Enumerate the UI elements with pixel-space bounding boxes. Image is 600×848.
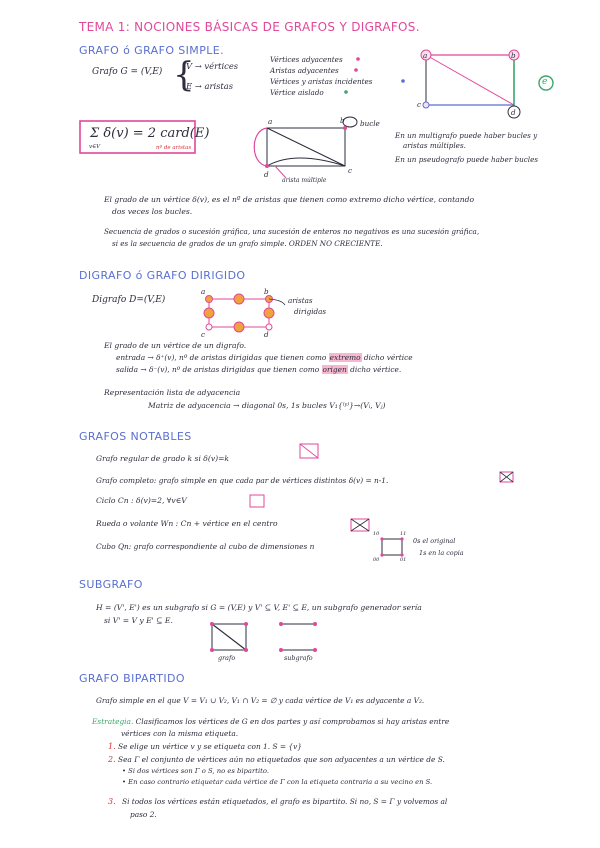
multigrafo-note-cont: aristas múltiples. <box>403 141 466 150</box>
subgraph-definition: H = (V', E') es un subgrafo si G = (V,E) y V' ⊆ V, E' ⊆ E, un subgrafo generador sería <box>96 603 422 612</box>
legend-dot-icon <box>344 90 348 94</box>
section-heading-digrafo: DIGRAFO ó GRAFO DIRIGIDO <box>79 269 246 282</box>
complete-graph-text: Grafo completo: grafo simple en que cada par de vértices distintos δ(v) = n-1. <box>96 476 389 485</box>
step-2-text: Sea Γ el conjunto de vértices aún no etiquetados que son adyacentes a un vértice de S. <box>118 755 445 764</box>
arrow-down-icon <box>204 308 214 318</box>
digraph-label-b: b <box>264 287 269 296</box>
in-degree-line <box>116 354 413 361</box>
strategy-text: Clasificamos los vértices de G en dos partes y así comprobamos si hay aristas entre <box>135 717 450 726</box>
digrafo-definition: Digrafo D=(V,E) <box>92 295 166 305</box>
legend-item: Aristas adyacentes <box>270 66 339 75</box>
vertices-label: V → vértices <box>186 61 239 71</box>
degree-definition-cont: dos veces los bucles. <box>112 207 193 216</box>
step-2b-text: • En caso contrario etiquetar cada vértice de Γ con la etiqueta contraria a su vecino en S. <box>122 778 433 786</box>
cube-graph-icon <box>382 539 402 555</box>
brace-icon: { <box>173 55 195 95</box>
cube-bit-label: 10 <box>373 531 380 537</box>
representation-line: Representación lista de adyacencia <box>104 388 241 397</box>
grafo-caption: grafo <box>218 654 236 662</box>
cube-note-cont: 1s en la copia <box>419 549 464 557</box>
strategy-label: Estrategia. <box>92 717 134 726</box>
multi-label-c: c <box>348 166 353 175</box>
loop-icon <box>343 117 357 127</box>
legend-dot-icon <box>354 68 358 72</box>
out-degree-text-end: dicho vértice. <box>350 365 402 374</box>
node-label-a: a <box>423 51 428 60</box>
multiple-edge <box>267 158 345 166</box>
section-heading-grafo: GRAFO ó GRAFO SIMPLE. <box>79 44 225 57</box>
cycle-graph-icon <box>250 495 264 507</box>
node-label-d: d <box>511 108 516 117</box>
page-title: TEMA 1: NOCIONES BÁSICAS DE GRAFOS Y DIGRAFOS. <box>79 20 420 34</box>
arrow-up-icon <box>264 308 274 318</box>
aristas-dirigidas-label-cont: dirigidas <box>294 307 327 316</box>
multi-label-b: b <box>340 116 345 125</box>
degree-sequence-cont: si es la secuencia de grados de un grafo simple. ORDEN NO CRECIENTE. <box>112 239 383 248</box>
bucle-label: bucle <box>360 119 380 128</box>
legend-item: Vértice aislado <box>270 88 324 97</box>
grafo-definition: Grafo G = (V,E) <box>92 67 163 77</box>
node-label-c: c <box>417 100 422 109</box>
subgraph-definition-cont: si V' = V y E' ⊆ E. <box>104 616 173 625</box>
section-heading-notables: GRAFOS NOTABLES <box>79 430 192 443</box>
step-1-text: Se elige un vértice v y se etiqueta con 1. S = {v} <box>118 742 302 751</box>
aristas-dirigidas-label: aristas <box>288 296 313 305</box>
degree-definition: El grado de un vértice δ(v), es el nº de aristas que tienen como extremo dicho vértice, contando <box>104 195 475 204</box>
step-3-number: 3. <box>108 797 116 806</box>
degree-sum-formula: Σ δ(v) = 2 card(E) <box>90 126 210 141</box>
legend-dot-icon <box>356 57 360 61</box>
step-3-text: Si todos los vértices están etiquetados, el grafo es bipartito. Si no, S = Γ y volvemos al <box>122 797 448 806</box>
multi-label-a: a <box>268 117 273 126</box>
node-label-b: b <box>511 51 516 60</box>
digraph-node-a-icon <box>206 296 213 303</box>
formula-note: nº de aristas <box>156 145 192 151</box>
adjacency-matrix-line: Matriz de adyacencia → diagonal 0s, 1s bucles V₁{⁽ʸ⁾}→(Vᵢ, Vⱼ) <box>148 401 386 410</box>
legend-item: Vértices adyacentes <box>270 55 343 64</box>
digraph-node-c-icon <box>206 324 212 330</box>
pseudografo-note: En un pseudografo puede haber bucles <box>395 155 539 164</box>
node-label-e: e <box>542 77 548 87</box>
in-degree-text-end: dicho vértice <box>363 353 413 362</box>
degree-sequence: Secuencia de grados o sucesión gráfica, una sucesión de enteros no negativos es una sucesión gráfica, <box>104 227 480 236</box>
in-degree-text: entrada → δ⁺(v), nº de aristas dirigidas que tienen como <box>116 353 327 362</box>
section-heading-subgrafo: SUBGRAFO <box>79 578 143 591</box>
digraph-label-c: c <box>201 330 206 339</box>
cube-bit-label: 01 <box>400 557 407 563</box>
digraph-label-a: a <box>201 287 206 296</box>
formula-subscript: v∈V <box>89 144 101 150</box>
regular-graph-text: Grafo regular de grado k si δ(v)=k <box>96 454 230 463</box>
arista-multiple-label: arista múltiple <box>282 177 327 184</box>
section-heading-bipartido: GRAFO BIPARTIDO <box>79 672 185 685</box>
strategy-text-cont: vértices con la misma etiqueta. <box>121 729 239 738</box>
arrow-left-icon <box>234 322 244 332</box>
step-3-text-cont: paso 2. <box>130 810 157 819</box>
graph-diagonal <box>426 55 514 105</box>
out-degree-line <box>116 366 401 373</box>
multi-label-d: d <box>264 170 269 179</box>
subgrafo-caption: subgrafo <box>284 654 313 662</box>
out-degree-highlight: origen <box>322 365 347 374</box>
cube-graph-text: Cubo Qn: grafo correspondiente al cubo de dimensiones n <box>96 542 315 551</box>
node-c-icon <box>423 102 429 108</box>
step-2-number: 2. <box>108 755 116 764</box>
cube-bit-label: 11 <box>400 531 407 537</box>
wheel-graph-text: Rueda o volante Wn : Cn + vértice en el centro <box>96 519 278 528</box>
aristas-label: E → aristas <box>186 81 234 91</box>
cube-bit-label: 00 <box>373 557 380 563</box>
legend-item: Vértices y aristas incidentes <box>270 77 373 86</box>
in-degree-highlight: extremo <box>329 353 361 362</box>
cycle-graph-text: Ciclo Cn : δ(v)=2, ∀v∈V <box>96 496 187 505</box>
legend-dot-icon <box>401 79 405 83</box>
arrow-right-icon <box>234 294 244 304</box>
cube-note: 0s el original <box>413 537 456 545</box>
step-1-number: 1. <box>108 742 116 751</box>
out-degree-text: salida → δ⁻(v), nº de aristas dirigidas que tienen como <box>116 365 320 374</box>
bipartite-definition: Grafo simple en el que V = V₁ ∪ V₂, V₁ ∩ V₂ = ∅ y cada vértice de V₁ es adyacente a V₂. <box>96 696 425 705</box>
digraph-degree-intro: El grado de un vértice de un digrafo. <box>104 341 247 350</box>
digraph-label-d: d <box>264 330 269 339</box>
multigrafo-note: En un multigrafo puede haber bucles y <box>395 131 538 140</box>
step-2a-text: • Si dos vértices son Γ o S, no es bipartito. <box>122 767 269 775</box>
strategy-line <box>92 718 449 725</box>
